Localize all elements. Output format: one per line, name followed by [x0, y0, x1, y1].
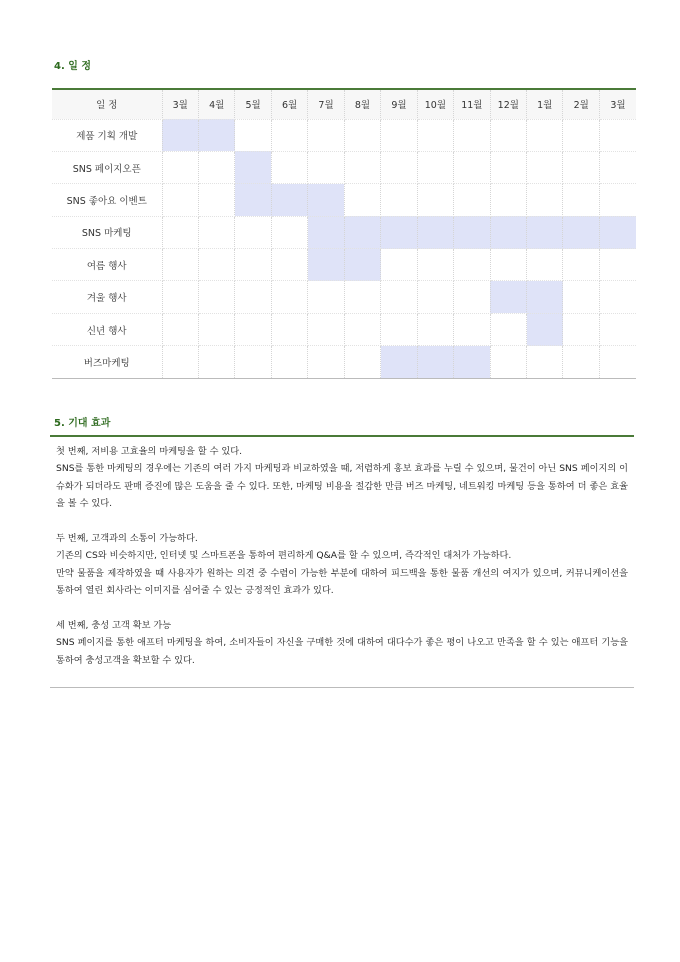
gantt-cell: [381, 151, 417, 183]
gantt-cell: [527, 119, 563, 151]
gantt-cell: [235, 249, 271, 281]
gantt-cell: [490, 313, 526, 345]
gantt-row: [52, 313, 636, 345]
gantt-row: [52, 216, 636, 248]
gantt-cell: [490, 151, 526, 183]
gantt-cell: [162, 216, 198, 248]
gantt-month-header: 12월: [490, 89, 526, 119]
gantt-month-header: 3월: [599, 89, 636, 119]
gantt-cell: [417, 184, 453, 216]
gantt-cell-active: [235, 184, 271, 216]
gantt-cell: [563, 313, 599, 345]
gantt-cell: [454, 184, 490, 216]
gantt-cell: [454, 313, 490, 345]
gantt-row: [52, 184, 636, 216]
gantt-cell-active: [308, 216, 344, 248]
gantt-cell-active: [381, 346, 417, 378]
gantt-cell: [381, 313, 417, 345]
gantt-cell: [198, 249, 234, 281]
gantt-cell-active: [198, 119, 234, 151]
gantt-cell: [599, 119, 636, 151]
gantt-cell: [527, 346, 563, 378]
gantt-cell: [162, 281, 198, 313]
gantt-cell: [563, 119, 599, 151]
gantt-cell: [454, 119, 490, 151]
gantt-cell-active: [527, 313, 563, 345]
gantt-cell: [162, 184, 198, 216]
gantt-cell-active: [527, 216, 563, 248]
gantt-cell-active: [344, 216, 380, 248]
gantt-cell: [344, 119, 380, 151]
gantt-cell-active: [563, 216, 599, 248]
effect-heading: 첫 번째, 저비용 고효율의 마케팅을 할 수 있다.: [56, 446, 243, 457]
gantt-month-header: 10월: [417, 89, 453, 119]
paragraph-gap: [56, 513, 628, 530]
gantt-cell: [235, 216, 271, 248]
effect-body: SNS를 통한 마케팅의 경우에는 기존의 여러 가지 마케팅과 비교하였을 때, 저렴하게 홍보 효과를 누릴 수 있으며, 물건이 아닌 SNS 페이지의 이슈화가 되더라도 판매 증진에 많은 도움을 줄 수 있다. 또한, 마케팅 비용을 절감한 만큼 버즈 마케팅, 네트워킹 마케팅 등을 통하여 더 좋은 효율을 볼 수 있다.: [56, 463, 628, 510]
gantt-cell: [417, 151, 453, 183]
gantt-month-header: 9월: [381, 89, 417, 119]
gantt-task-label: SNS 마케팅: [52, 216, 162, 248]
gantt-cell-active: [454, 346, 490, 378]
gantt-cell: [527, 184, 563, 216]
gantt-task-label: 신년 행사: [52, 313, 162, 345]
gantt-cell: [417, 249, 453, 281]
gantt-cell-active: [271, 184, 307, 216]
effects-text: [50, 437, 634, 669]
gantt-cell: [599, 313, 636, 345]
gantt-cell: [527, 249, 563, 281]
gantt-cell: [198, 151, 234, 183]
gantt-cell: [235, 119, 271, 151]
effect-body: 만약 물품을 제작하였을 때 사용자가 원하는 의견 중 수렴이 가능한 부분에 대하여 피드백을 통한 물품 개선의 여지가 있으며, 커뮤니케이션을 통하여 열린 회사라는 이미지를 심어줄 수 있는 긍정적인 효과가 있다.: [56, 567, 628, 597]
gantt-cell: [599, 281, 636, 313]
gantt-cell: [563, 281, 599, 313]
gantt-cell: [162, 249, 198, 281]
gantt-cell: [417, 119, 453, 151]
gantt-cell: [344, 151, 380, 183]
gantt-header-row: [52, 89, 636, 119]
gantt-cell: [417, 313, 453, 345]
gantt-cell: [271, 313, 307, 345]
gantt-cell: [490, 119, 526, 151]
gantt-cell-active: [381, 216, 417, 248]
gantt-cell: [454, 281, 490, 313]
gantt-cell: [198, 281, 234, 313]
gantt-cell: [235, 346, 271, 378]
gantt-cell-active: [490, 216, 526, 248]
effect-body: 기존의 CS와 비슷하지만, 인터넷 및 스마트폰을 통하여 편리하게 Q&A를 할 수 있으며, 즉각적인 대처가 가능하다.: [56, 550, 512, 562]
gantt-month-header: 11월: [454, 89, 490, 119]
gantt-cell: [490, 184, 526, 216]
gantt-cell: [271, 151, 307, 183]
gantt-month-header: 6월: [271, 89, 307, 119]
schedule-section-title: 4. 일 정: [54, 61, 92, 72]
gantt-row: [52, 151, 636, 183]
gantt-cell: [381, 281, 417, 313]
gantt-row: [52, 281, 636, 313]
gantt-cell: [490, 249, 526, 281]
schedule-gantt-table: [52, 88, 636, 379]
gantt-cell: [198, 184, 234, 216]
gantt-cell: [271, 119, 307, 151]
gantt-cell: [381, 184, 417, 216]
gantt-cell: [308, 346, 344, 378]
gantt-cell: [271, 346, 307, 378]
gantt-cell: [563, 151, 599, 183]
gantt-month-header: 7월: [308, 89, 344, 119]
gantt-cell: [599, 184, 636, 216]
gantt-task-label: SNS 페이지오픈: [52, 151, 162, 183]
gantt-cell: [381, 249, 417, 281]
gantt-cell: [599, 151, 636, 183]
gantt-cell: [235, 281, 271, 313]
gantt-cell: [198, 216, 234, 248]
gantt-cell: [454, 151, 490, 183]
effect-heading: 두 번째, 고객과의 소통이 가능하다.: [56, 533, 198, 545]
gantt-row: [52, 119, 636, 151]
gantt-cell-active: [527, 281, 563, 313]
gantt-cell: [198, 346, 234, 378]
gantt-month-header: 1월: [527, 89, 563, 119]
gantt-cell-active: [162, 119, 198, 151]
gantt-cell-active: [308, 184, 344, 216]
gantt-month-header: 4월: [198, 89, 234, 119]
gantt-cell-active: [308, 249, 344, 281]
effects-box: [50, 435, 634, 688]
gantt-cell: [162, 151, 198, 183]
gantt-cell: [198, 313, 234, 345]
gantt-cell: [308, 151, 344, 183]
gantt-cell: [344, 346, 380, 378]
gantt-cell: [162, 346, 198, 378]
gantt-cell-active: [417, 216, 453, 248]
gantt-task-label: 버즈마케팅: [52, 346, 162, 378]
gantt-cell: [599, 249, 636, 281]
effect-heading: 세 번째, 충성 고객 확보 가능: [56, 620, 172, 632]
gantt-cell: [563, 346, 599, 378]
gantt-task-label: 제품 기획 개발: [52, 119, 162, 151]
gantt-cell: [271, 249, 307, 281]
gantt-row: [52, 249, 636, 281]
gantt-cell-active: [417, 346, 453, 378]
gantt-cell: [308, 313, 344, 345]
gantt-task-label: 여름 행사: [52, 249, 162, 281]
gantt-cell: [417, 281, 453, 313]
gantt-cell: [271, 216, 307, 248]
gantt-task-label: 겨울 행사: [52, 281, 162, 313]
gantt-cell: [344, 313, 380, 345]
gantt-cell: [308, 281, 344, 313]
paragraph-gap: [56, 600, 628, 617]
gantt-cell: [344, 184, 380, 216]
gantt-cell: [563, 249, 599, 281]
gantt-row: [52, 346, 636, 378]
gantt-cell: [490, 346, 526, 378]
gantt-header-label: 일 정: [52, 89, 162, 119]
effects-section-title: 5. 기대 효과: [54, 418, 111, 429]
gantt-cell-active: [454, 216, 490, 248]
gantt-month-header: 8월: [344, 89, 380, 119]
gantt-cell: [527, 151, 563, 183]
gantt-cell: [271, 281, 307, 313]
gantt-cell: [344, 281, 380, 313]
gantt-cell: [381, 119, 417, 151]
gantt-month-header: 3월: [162, 89, 198, 119]
gantt-month-header: 2월: [563, 89, 599, 119]
gantt-cell-active: [235, 151, 271, 183]
gantt-cell: [563, 184, 599, 216]
gantt-cell-active: [599, 216, 636, 248]
effect-body: SNS 페이지를 통한 애프터 마케팅을 하여, 소비자들이 자신을 구매한 것에 대하여 대다수가 좋은 평이 나오고 만족을 할 수 있는 애프터 기능을 통하여 충성고객을 확보할 수 있다.: [56, 637, 628, 666]
gantt-cell: [308, 119, 344, 151]
gantt-body: [52, 119, 636, 378]
gantt-cell: [162, 313, 198, 345]
gantt-task-label: SNS 좋아요 이벤트: [52, 184, 162, 216]
gantt-cell: [599, 346, 636, 378]
gantt-cell-active: [490, 281, 526, 313]
gantt-month-header: 5월: [235, 89, 271, 119]
gantt-cell: [454, 249, 490, 281]
gantt-cell: [235, 313, 271, 345]
gantt-cell-active: [344, 249, 380, 281]
